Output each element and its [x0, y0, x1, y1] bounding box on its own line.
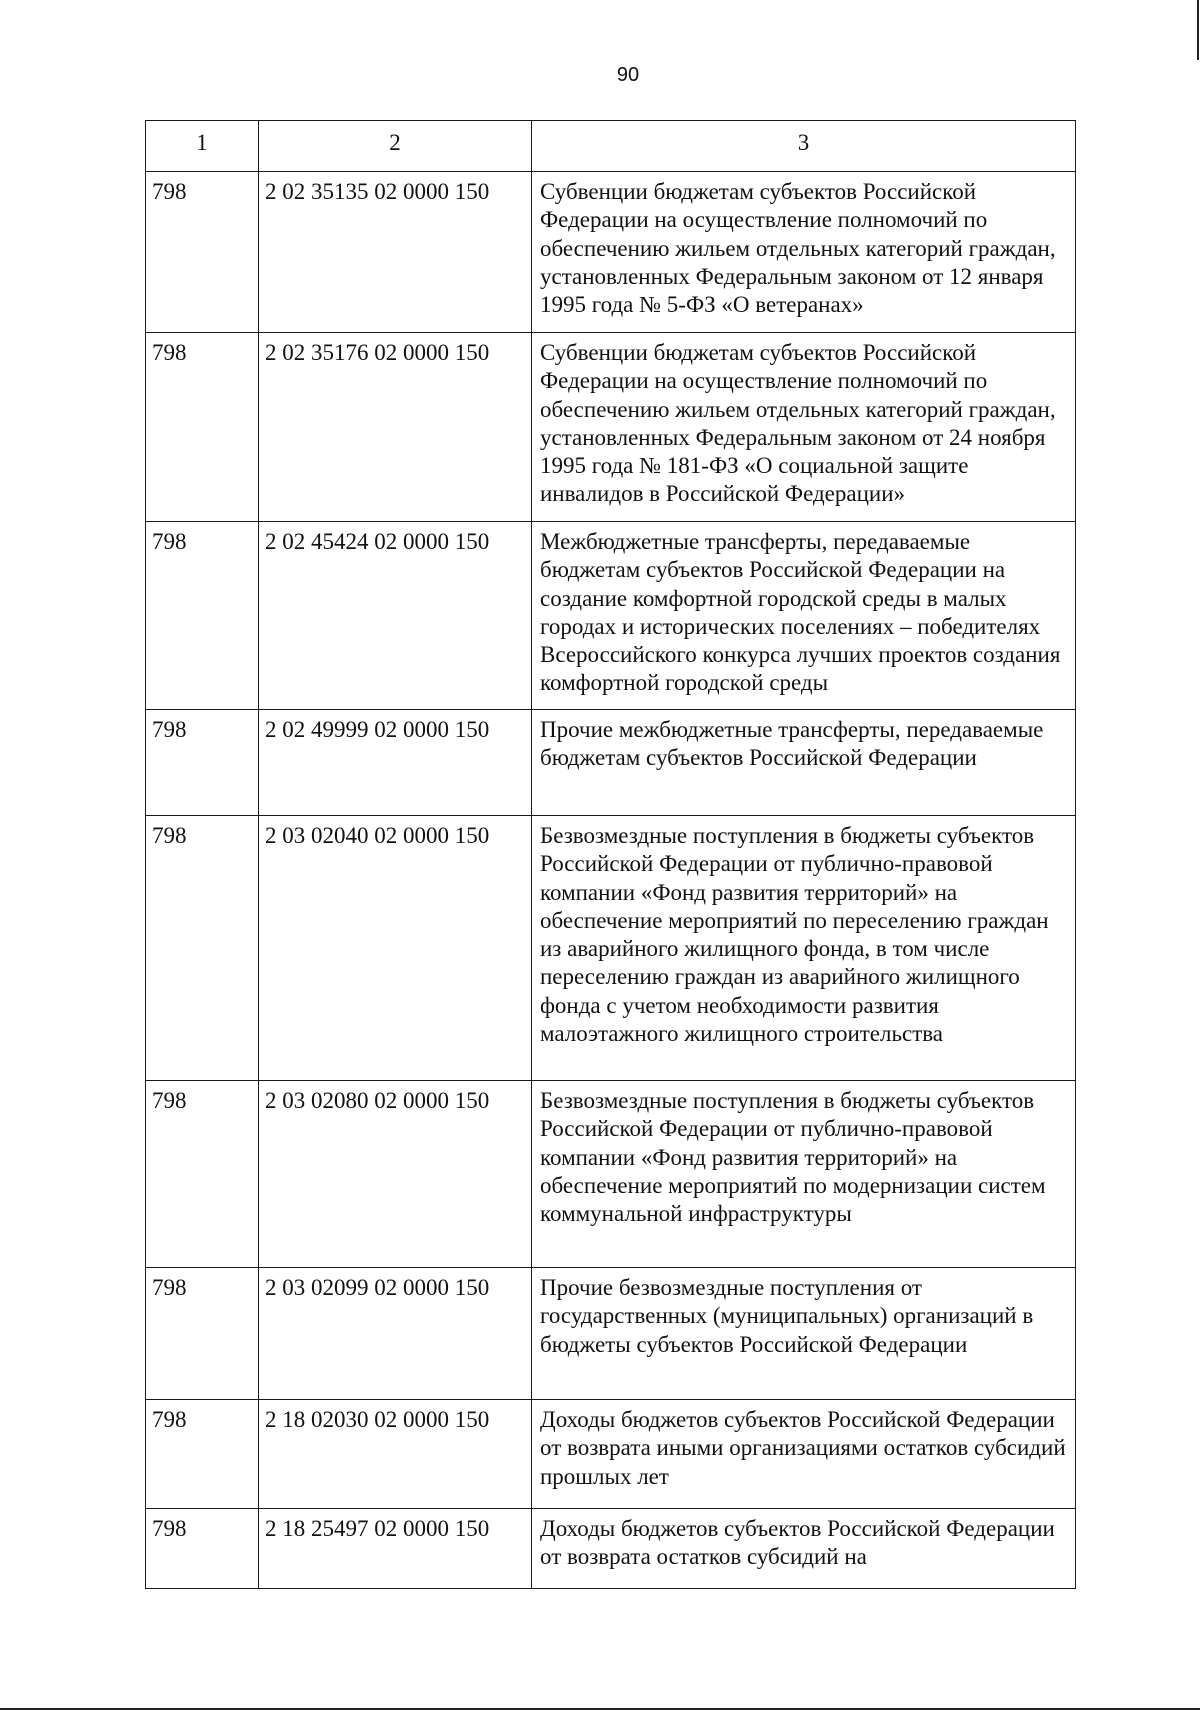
revenue-code-cell: 2 18 25497 02 0000 150	[259, 1509, 532, 1589]
admin-code-cell: 798	[146, 522, 259, 710]
revenue-code-cell: 2 02 45424 02 0000 150	[259, 522, 532, 710]
table-row	[146, 1081, 1076, 1268]
revenue-code-cell: 2 03 02080 02 0000 150	[259, 1081, 532, 1268]
description-cell: Безвозмездные поступления в бюджеты субъектов Российской Федерации от публично-правовой компании «Фонд развития территорий» на обеспечение мероприятий по модернизации систем коммунальной инфраструктуры	[532, 1081, 1076, 1268]
description-cell: Прочие безвозмездные поступления от государственных (муниципальных) организаций в бюджеты субъектов Российской Федерации	[532, 1268, 1076, 1400]
admin-code-cell: 798	[146, 333, 259, 522]
table-row	[146, 1268, 1076, 1400]
admin-code-cell: 798	[146, 816, 259, 1081]
revenue-code-cell: 2 18 02030 02 0000 150	[259, 1400, 532, 1509]
description-cell: Доходы бюджетов субъектов Российской Федерации от возврата иными организациями остатков субсидий прошлых лет	[532, 1400, 1076, 1509]
header-col-1: 1	[146, 121, 259, 172]
table-row	[146, 710, 1076, 816]
page-number: 90	[616, 64, 640, 86]
description-cell: Безвозмездные поступления в бюджеты субъектов Российской Федерации от публично-правовой компании «Фонд развития территорий» на обеспечение мероприятий по переселению граждан из аварийного жилищного фонда, в том числе переселению граждан из аварийного жилищного фонда с учетом необходимости развития малоэтажного жилищного строительства	[532, 816, 1076, 1081]
description-cell: Субвенции бюджетам субъектов Российской Федерации на осуществление полномочий по обеспечению жильем отдельных категорий граждан, установленных Федеральным законом от 12 января 1995 года № 5-ФЗ «О ветеранах»	[532, 172, 1076, 333]
budget-codes-table	[145, 120, 1076, 1589]
description-cell: Субвенции бюджетам субъектов Российской Федерации на осуществление полномочий по обеспечению жильем отдельных категорий граждан, установленных Федеральным законом от 24 ноября 1995 года № 181-ФЗ «О социальной защите инвалидов в Российской Федерации»	[532, 333, 1076, 522]
description-cell: Прочие межбюджетные трансферты, передаваемые бюджетам субъектов Российской Федерации	[532, 710, 1076, 816]
header-col-2: 2	[259, 121, 532, 172]
description-cell: Межбюджетные трансферты, передаваемые бюджетам субъектов Российской Федерации на создание комфортной городской среды в малых городах и исторических поселениях – победителях Всероссийского конкурса лучших проектов создания комфортной городской среды	[532, 522, 1076, 710]
admin-code-cell: 798	[146, 710, 259, 816]
admin-code-cell: 798	[146, 1268, 259, 1400]
admin-code-cell: 798	[146, 1509, 259, 1589]
description-cell: Доходы бюджетов субъектов Российской Федерации от возврата остатков субсидий на	[532, 1509, 1076, 1589]
table-row	[146, 816, 1076, 1081]
admin-code-cell: 798	[146, 172, 259, 333]
table-row	[146, 333, 1076, 522]
revenue-code-cell: 2 02 35135 02 0000 150	[259, 172, 532, 333]
table-row	[146, 1400, 1076, 1509]
table-header-row	[146, 121, 1076, 172]
scan-edge-bottom	[0, 1708, 1200, 1710]
revenue-code-cell: 2 02 49999 02 0000 150	[259, 710, 532, 816]
revenue-code-cell: 2 03 02040 02 0000 150	[259, 816, 532, 1081]
table-row	[146, 1509, 1076, 1589]
admin-code-cell: 798	[146, 1081, 259, 1268]
revenue-code-cell: 2 03 02099 02 0000 150	[259, 1268, 532, 1400]
table-row	[146, 522, 1076, 710]
admin-code-cell: 798	[146, 1400, 259, 1509]
scan-edge-right	[1197, 0, 1199, 60]
table-row	[146, 172, 1076, 333]
revenue-code-cell: 2 02 35176 02 0000 150	[259, 333, 532, 522]
header-col-3: 3	[532, 121, 1076, 172]
